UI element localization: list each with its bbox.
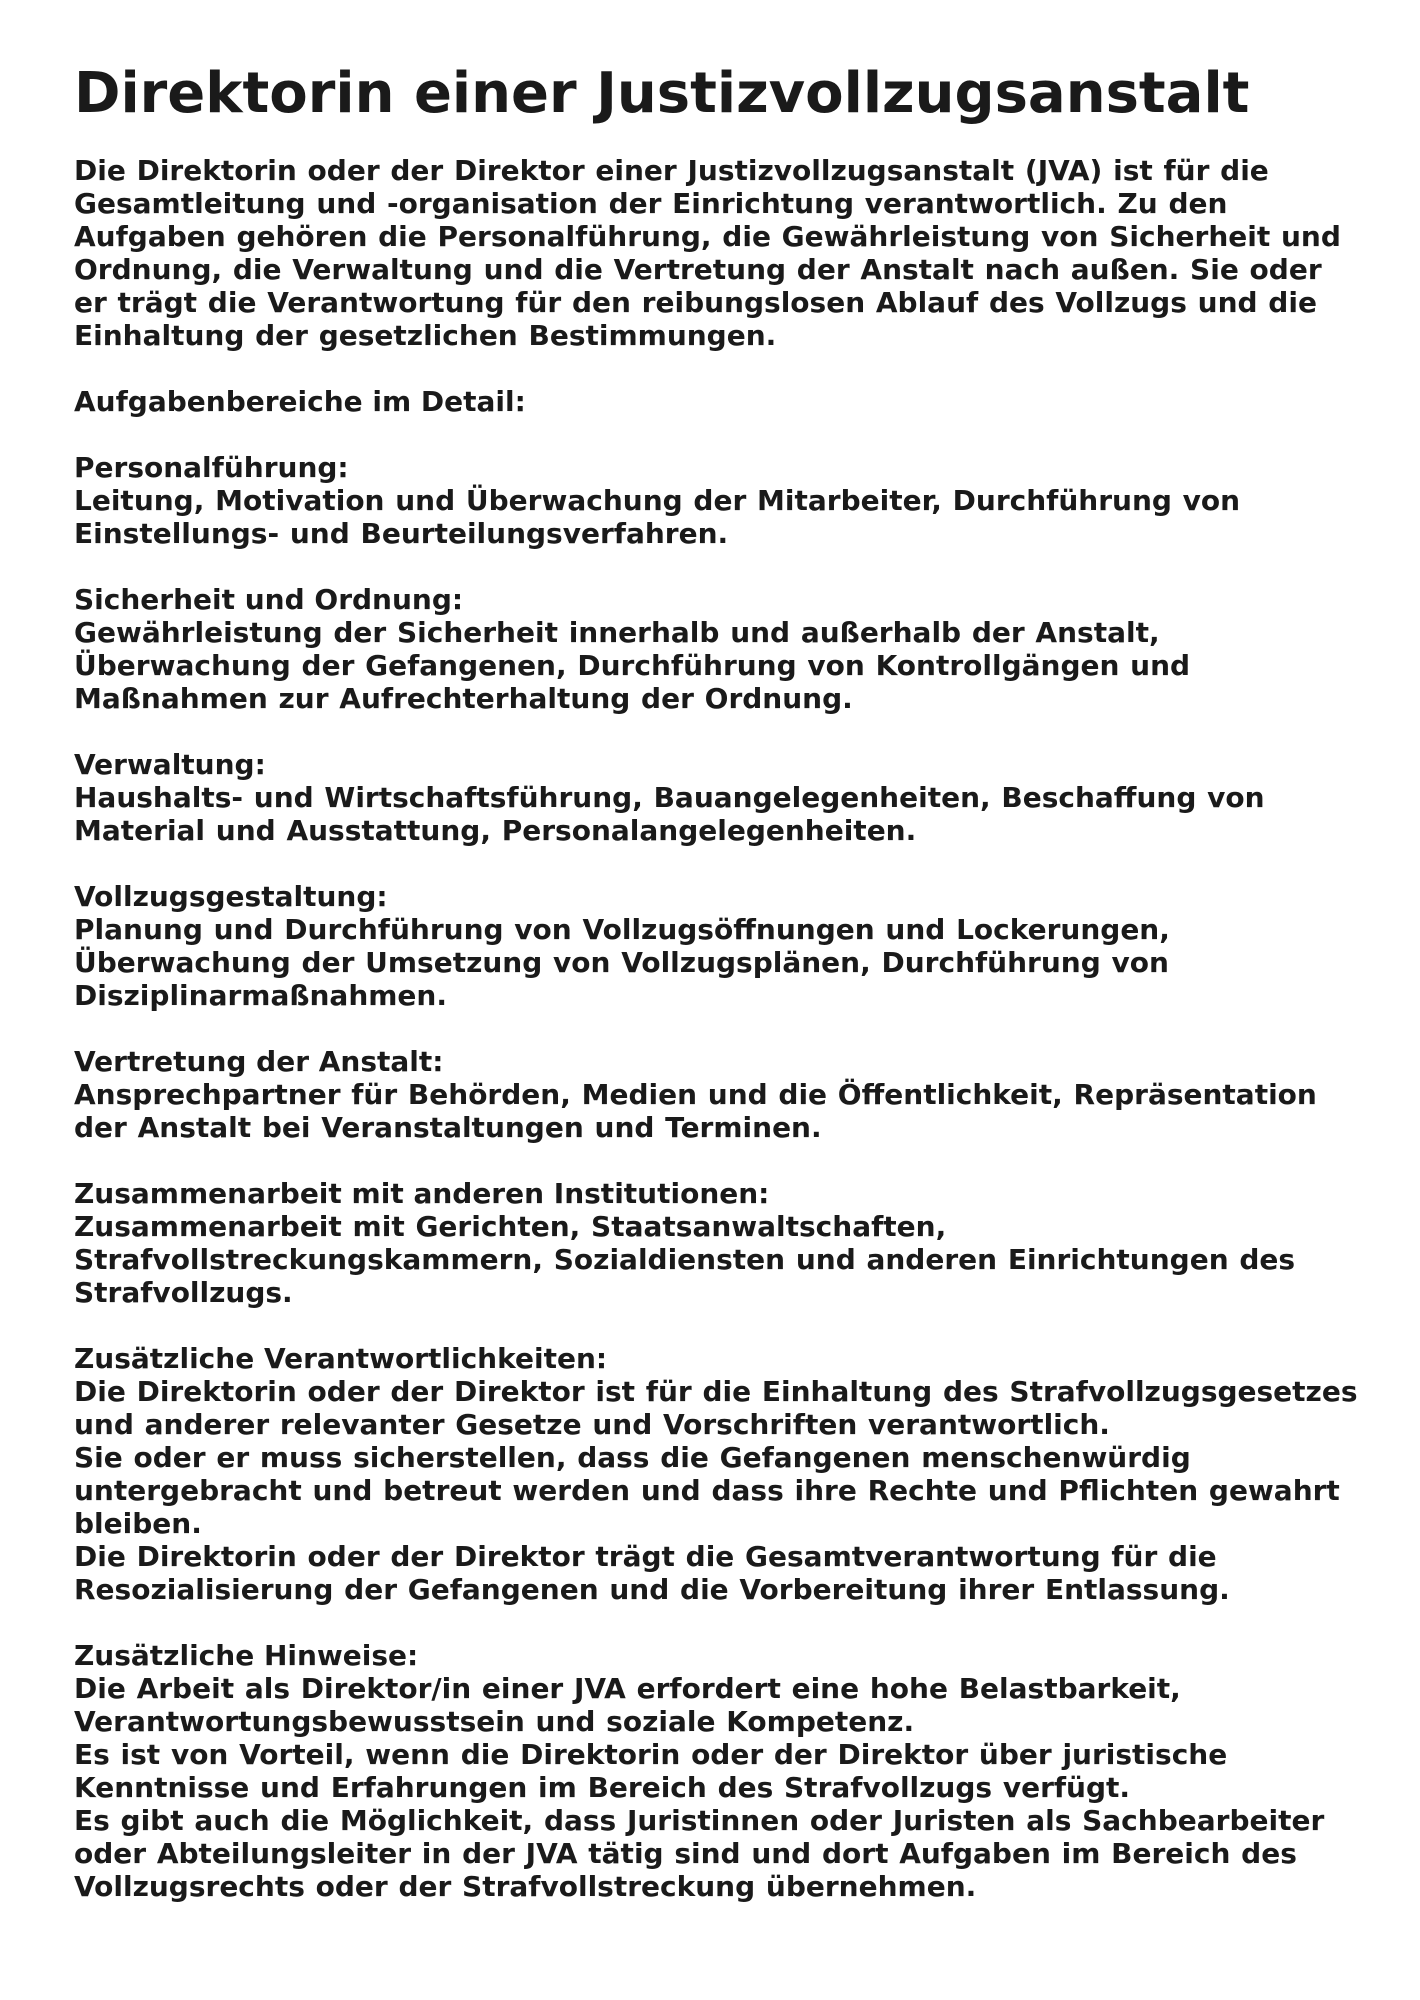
section-block: [74, 1342, 1364, 1606]
section-line: Leitung, Motivation und Überwachung der Mitarbeiter, Durchführung von Einstellungs- und Beurteilungsverfahren.: [74, 484, 1241, 550]
section-line: Es gibt auch die Möglichkeit, dass Juristinnen oder Juristen als Sachbearbeiter oder Abteilungsleiter in der JVA tätig sind und dort Aufgaben im Bereich des Vollzugsrechts oder der Strafvollstreckung übernehmen.: [74, 1804, 1325, 1903]
section-block: [74, 880, 1364, 1012]
section-block: [74, 451, 1364, 550]
section-heading: Zusätzliche Hinweise:: [74, 1639, 419, 1672]
section-line: Planung und Durchführung von Vollzugsöffnungen und Lockerungen, Überwachung der Umsetzung von Vollzugsplänen, Durchführung von Disziplinarmaßnahmen.: [74, 913, 1170, 1012]
section-line: Die Direktorin oder der Direktor trägt die Gesamtverantwortung für die Resozialisierung der Gefangenen und die Vorbereitung ihrer Entlassung.: [74, 1540, 1230, 1606]
areas-block: [74, 385, 1364, 418]
section-heading: Sicherheit und Ordnung:: [74, 583, 464, 616]
section-heading: Personalführung:: [74, 451, 349, 484]
section-body: [74, 484, 1364, 550]
areas-heading: Aufgabenbereiche im Detail:: [74, 385, 526, 418]
section-body: [74, 616, 1364, 715]
section-line: Die Direktorin oder der Direktor ist für die Einhaltung des Strafvollzugsgesetzes und anderer relevanter Gesetze und Vorschriften verantwortlich.: [74, 1375, 1358, 1441]
section-line: Sie oder er muss sicherstellen, dass die Gefangenen menschenwürdig untergebracht und betreut werden und dass ihre Rechte und Pflichten gewahrt bleiben.: [74, 1441, 1340, 1540]
document-page: [74, 58, 1364, 1903]
section-body: [74, 1375, 1364, 1606]
section-line: Die Arbeit als Direktor/in einer JVA erfordert eine hohe Belastbarkeit, Verantwortungsbewusstsein und soziale Kompetenz.: [74, 1672, 1181, 1738]
sections-container: [74, 451, 1364, 1903]
section-body: [74, 1672, 1364, 1903]
section-body: [74, 1078, 1364, 1144]
section-line: Ansprechpartner für Behörden, Medien und die Öffentlichkeit, Repräsentation der Anstalt bei Veranstaltungen und Terminen.: [74, 1078, 1317, 1144]
section-line: Haushalts- und Wirtschaftsführung, Bauangelegenheiten, Beschaffung von Material und Ausstattung, Personalangelegenheiten.: [74, 781, 1265, 847]
intro-paragraph: Die Direktorin oder der Direktor einer Justizvollzugsanstalt (JVA) ist für die Gesamtleitung und -organisation der Einrichtung verantwortlich. Zu den Aufgaben gehören die Personalführung, die Gewährleistung von Sicherheit und Ordnung, die Verwaltung und die Vertretung der Anstalt nach außen. Sie oder er trägt die Verantwortung für den reibungslosen Ablauf des Vollzugs und die Einhaltung der gesetzlichen Bestimmungen.: [74, 154, 1341, 352]
section-heading: Zusätzliche Verantwortlichkeiten:: [74, 1342, 608, 1375]
page-title: Direktorin einer Justizvollzugsanstalt: [74, 61, 1250, 126]
section-block: [74, 1045, 1364, 1144]
section-block: [74, 1639, 1364, 1903]
section-body: [74, 913, 1364, 1012]
section-line: Es ist von Vorteil, wenn die Direktorin oder der Direktor über juristische Kenntnisse und Erfahrungen im Bereich des Strafvollzugs verfügt.: [74, 1738, 1228, 1804]
section-line: Zusammenarbeit mit Gerichten, Staatsanwaltschaften, Strafvollstreckungskammern, Sozialdiensten und anderen Einrichtungen des Strafvollzugs.: [74, 1210, 1296, 1309]
section-heading: Verwaltung:: [74, 748, 266, 781]
section-line: Gewährleistung der Sicherheit innerhalb und außerhalb der Anstalt, Überwachung der Gefangenen, Durchführung von Kontrollgängen und Maßnahmen zur Aufrechterhaltung der Ordnung.: [74, 616, 1191, 715]
section-body: [74, 1210, 1364, 1309]
section-block: [74, 748, 1364, 847]
section-heading: Vertretung der Anstalt:: [74, 1045, 444, 1078]
section-block: [74, 583, 1364, 715]
section-body: [74, 781, 1364, 847]
section-block: [74, 1177, 1364, 1309]
section-heading: Zusammenarbeit mit anderen Institutionen:: [74, 1177, 770, 1210]
section-heading: Vollzugsgestaltung:: [74, 880, 388, 913]
